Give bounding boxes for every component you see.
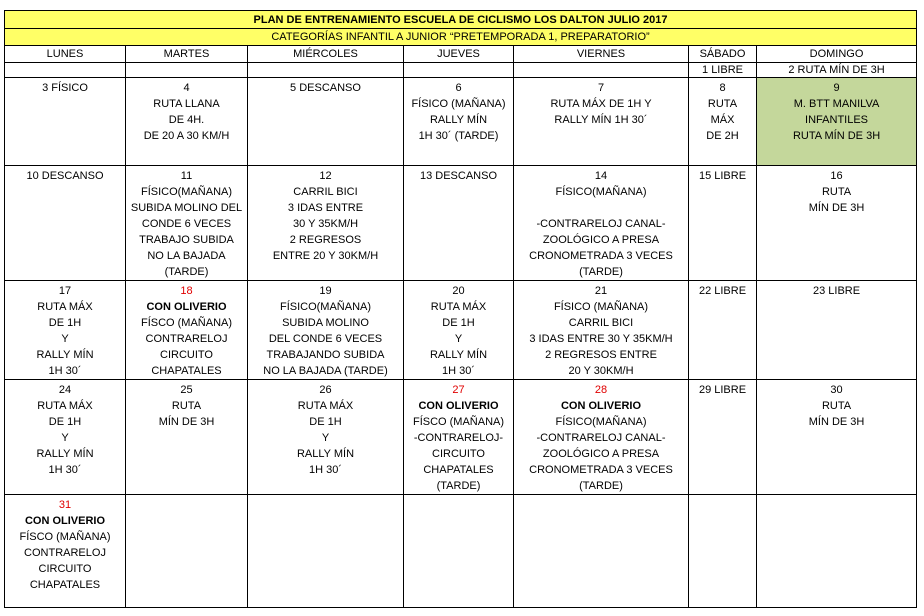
day-cell-miercoles: [248, 380, 404, 495]
day-cell-sabado: [689, 166, 757, 281]
day-number: 12: [319, 170, 332, 182]
activity-line: DE 2H: [706, 130, 739, 142]
activity-line: CRONOMETRADA 3 VECES: [529, 250, 673, 262]
activity-line: RUTA MÁX: [297, 400, 354, 412]
activity-line: MÍN DE 3H: [158, 416, 215, 428]
activity-line: CARRIL BICI: [293, 186, 358, 198]
day-name-viernes: VIERNES: [514, 46, 689, 63]
activity-line: 1H 30´: [441, 365, 476, 377]
day-cell-martes: [126, 495, 248, 608]
activity-line: NO LA BAJADA (TARDE): [263, 365, 388, 377]
plan-title: PLAN DE ENTRENAMIENTO ESCUELA DE CICLISMO LOS DALTON JULIO 2017: [5, 11, 917, 29]
activity-line: FÍSICO (MAÑANA): [553, 301, 649, 313]
week-row: [5, 380, 917, 495]
activity-line: Y: [454, 333, 463, 345]
day-cell-domingo: [757, 380, 917, 495]
day-number: 3 FÍSICO: [42, 82, 88, 94]
activity-line: RUTA MÁX: [37, 301, 93, 313]
activity-line: CHAPATALES: [423, 464, 494, 476]
activity-line: MÁX: [710, 114, 735, 126]
activity-line: INFANTILES: [805, 114, 869, 126]
activity-line: FÍSICO(MAÑANA): [279, 301, 372, 313]
day-cell-jueves: [404, 380, 514, 495]
activity-line: CIRCUITO: [38, 563, 92, 575]
top-cell-day-1: 1 LIBRE: [689, 63, 757, 78]
day-number: 10 DESCANSO: [26, 170, 104, 182]
day-cell-domingo: [757, 78, 917, 166]
activity-line: -CONTRARELOJ CANAL-: [536, 218, 666, 230]
day-cell-domingo: [757, 281, 917, 380]
activity-line: CON OLIVERIO: [418, 400, 499, 412]
day-cell-jueves: [404, 281, 514, 380]
activity-line: FÍSICO(MAÑANA): [555, 186, 647, 198]
activity-line: MÍN DE 3H: [808, 202, 865, 214]
activity-line: DE 1H: [48, 416, 82, 428]
day-number: 15 LIBRE: [698, 170, 747, 182]
activity-line: CONDE 6 VECES: [141, 218, 232, 230]
day-cell-viernes: [514, 281, 689, 380]
week-row: [5, 78, 917, 166]
day-cell-jueves: [404, 78, 514, 166]
first-days-row: [5, 63, 917, 78]
activity-line: CRONOMETRADA 3 VECES: [529, 464, 673, 476]
day-cell-lunes: [5, 495, 126, 608]
activity-line: RUTA MÁX: [430, 301, 487, 313]
activity-line: M. BTT MANILVA: [793, 98, 880, 110]
activity-line: RUTA MÁX DE 1H Y: [550, 98, 652, 110]
day-cell-miercoles: [248, 281, 404, 380]
activity-line: RUTA: [821, 186, 852, 198]
day-cell-martes: [126, 281, 248, 380]
day-cell-martes: [126, 166, 248, 281]
activity-line: RUTA: [171, 400, 202, 412]
top-cell: [5, 63, 126, 78]
activity-line: (TARDE): [436, 480, 481, 492]
activity-line: CON OLIVERIO: [24, 515, 106, 527]
day-names-row: [5, 46, 917, 63]
day-number: 7: [597, 82, 605, 94]
day-number: 11: [180, 170, 193, 182]
day-number: 29 LIBRE: [698, 384, 747, 396]
week-row: [5, 281, 917, 380]
activity-line: RALLY MÍN: [36, 349, 94, 361]
top-cell-day-2: 2 RUTA MÍN DE 3H: [757, 63, 917, 78]
day-cell-miercoles: [248, 166, 404, 281]
day-number: 23 LIBRE: [812, 285, 861, 297]
activity-line: NO LA BAJADA: [147, 250, 226, 262]
activity-line: CON OLIVERIO: [146, 301, 227, 313]
activity-line: 3 IDAS ENTRE 30 Y 35KM/H: [529, 333, 673, 345]
activity-line: MÍN DE 3H: [808, 416, 865, 428]
activity-line: RUTA: [821, 400, 852, 412]
activity-line: RALLY MÍN: [429, 114, 488, 126]
activity-line: SUBIDA MOLINO: [282, 317, 369, 329]
day-cell-lunes: [5, 380, 126, 495]
activity-line: 1H 30´: [308, 464, 343, 476]
plan-subtitle: CATEGORÍAS INFANTIL A JUNIOR “PRETEMPORADA 1, PREPARATORIO”: [5, 29, 917, 46]
activity-line: CHAPATALES: [29, 579, 101, 591]
activity-line: DEL CONDE 6 VECES: [268, 333, 383, 345]
day-number: 21: [594, 285, 608, 297]
day-number: 8: [719, 82, 726, 94]
activity-line: TRABAJANDO SUBIDA: [266, 349, 385, 361]
activity-line: ZOOLÓGICO A PRESA: [542, 448, 660, 460]
day-name-domingo: DOMINGO: [757, 46, 917, 63]
activity-line: CON OLIVERIO: [560, 400, 642, 412]
activity-line: FÍSCO (MAÑANA): [140, 317, 233, 329]
day-number: 4: [183, 82, 190, 94]
day-cell-viernes: [514, 78, 689, 166]
activity-line: CIRCUITO: [160, 349, 213, 361]
activity-line: (TARDE): [164, 266, 209, 278]
day-cell-sabado: [689, 495, 757, 608]
activity-line: 2 REGRESOS: [289, 234, 362, 246]
activity-line: Y: [321, 432, 330, 444]
activity-line: ZOOLÓGICO A PRESA: [542, 234, 660, 246]
activity-line: DE 1H: [48, 317, 82, 329]
day-number: 18: [180, 285, 193, 297]
activity-line: RUTA LLANA: [153, 98, 220, 110]
day-cell-sabado: [689, 281, 757, 380]
day-number: 9: [833, 82, 840, 94]
activity-line: RUTA MÍN DE 3H: [792, 130, 881, 142]
day-cell-sabado: [689, 78, 757, 166]
week-row: [5, 166, 917, 281]
week-row: [5, 495, 917, 608]
day-name-jueves: JUEVES: [404, 46, 514, 63]
activity-line: DE 20 A 30 KM/H: [143, 130, 230, 142]
day-cell-miercoles: [248, 78, 404, 166]
activity-line: FÍSICO(MAÑANA): [140, 186, 233, 198]
day-number: 22 LIBRE: [698, 285, 747, 297]
activity-line: CHAPATALES: [151, 365, 222, 377]
activity-line: CARRIL BICI: [568, 317, 634, 329]
activity-line: 1H 30´: [48, 464, 82, 476]
activity-line: 30 Y 35KM/H: [292, 218, 359, 230]
day-cell-lunes: [5, 78, 126, 166]
day-cell-miercoles: [248, 495, 404, 608]
activity-line: RALLY MÍN: [429, 349, 488, 361]
day-name-lunes: LUNES: [5, 46, 126, 63]
activity-line: RALLY MÍN: [36, 448, 94, 460]
day-name-miercoles: MIÉRCOLES: [248, 46, 404, 63]
activity-line: FÍSICO (MAÑANA): [411, 98, 506, 110]
activity-line: TRABAJO SUBIDA: [139, 234, 234, 246]
day-number: 24: [58, 384, 72, 396]
activity-line: RUTA MÁX: [37, 400, 93, 412]
activity-line: 3 IDAS ENTRE: [287, 202, 364, 214]
day-cell-viernes: [514, 380, 689, 495]
training-plan-table: [4, 10, 917, 608]
top-cell: [404, 63, 514, 78]
activity-line: SUBIDA MOLINO DEL: [130, 202, 243, 214]
day-number: 5 DESCANSO: [290, 82, 361, 94]
activity-line: RALLY MÍN: [296, 448, 355, 460]
activity-line: CONTRARELOJ: [145, 333, 228, 345]
activity-line: FÍSCO (MAÑANA): [19, 531, 111, 543]
day-cell-lunes: [5, 166, 126, 281]
top-cell: [248, 63, 404, 78]
activity-line: FÍSICO(MAÑANA): [555, 416, 647, 428]
activity-line: DE 4H.: [168, 114, 205, 126]
activity-line: 1H 30´ (TARDE): [418, 130, 499, 142]
activity-line: -CONTRARELOJ-: [413, 432, 504, 444]
day-number: 16: [830, 170, 843, 182]
activity-line: Y: [61, 333, 69, 345]
day-cell-viernes: [514, 166, 689, 281]
day-cell-martes: [126, 78, 248, 166]
day-number: 17: [58, 285, 72, 297]
day-name-sabado: SÁBADO: [689, 46, 757, 63]
day-number: 13 DESCANSO: [419, 170, 498, 182]
day-number: 31: [58, 499, 72, 511]
activity-line: FÍSCO (MAÑANA): [412, 416, 505, 428]
day-number: 14: [594, 170, 608, 182]
top-cell: [126, 63, 248, 78]
day-number: 28: [594, 384, 608, 396]
day-number: 20: [452, 285, 465, 297]
activity-line: RALLY MÍN 1H 30´: [554, 114, 648, 126]
activity-line: -CONTRARELOJ CANAL-: [536, 432, 666, 444]
day-cell-jueves: [404, 495, 514, 608]
day-cell-domingo: [757, 166, 917, 281]
activity-line: Y: [61, 432, 69, 444]
activity-line: CONTRARELOJ: [24, 547, 106, 559]
day-name-martes: MARTES: [126, 46, 248, 63]
activity-line: DE 1H: [442, 317, 475, 329]
day-number: 19: [319, 285, 332, 297]
day-number: 25: [180, 384, 193, 396]
activity-line: [516, 200, 686, 216]
top-cell: [514, 63, 689, 78]
activity-line: DE 1H: [309, 416, 342, 428]
activity-line: (TARDE): [579, 266, 623, 278]
day-cell-sabado: [689, 380, 757, 495]
activity-line: 20 Y 30KM/H: [568, 365, 634, 377]
day-number: 30: [830, 384, 843, 396]
day-cell-domingo: [757, 495, 917, 608]
activity-line: CIRCUITO: [432, 448, 485, 460]
day-cell-lunes: [5, 281, 126, 380]
day-number: 6: [455, 82, 462, 94]
day-number: 27: [452, 384, 465, 396]
activity-line: (TARDE): [579, 480, 623, 492]
activity-line: RUTA: [707, 98, 738, 110]
day-number: 26: [319, 384, 332, 396]
activity-line: ENTRE 20 Y 30KM/H: [272, 250, 379, 262]
day-cell-viernes: [514, 495, 689, 608]
day-cell-jueves: [404, 166, 514, 281]
day-cell-martes: [126, 380, 248, 495]
activity-line: 1H 30´: [48, 365, 82, 377]
activity-line: 2 REGRESOS ENTRE: [545, 349, 657, 361]
